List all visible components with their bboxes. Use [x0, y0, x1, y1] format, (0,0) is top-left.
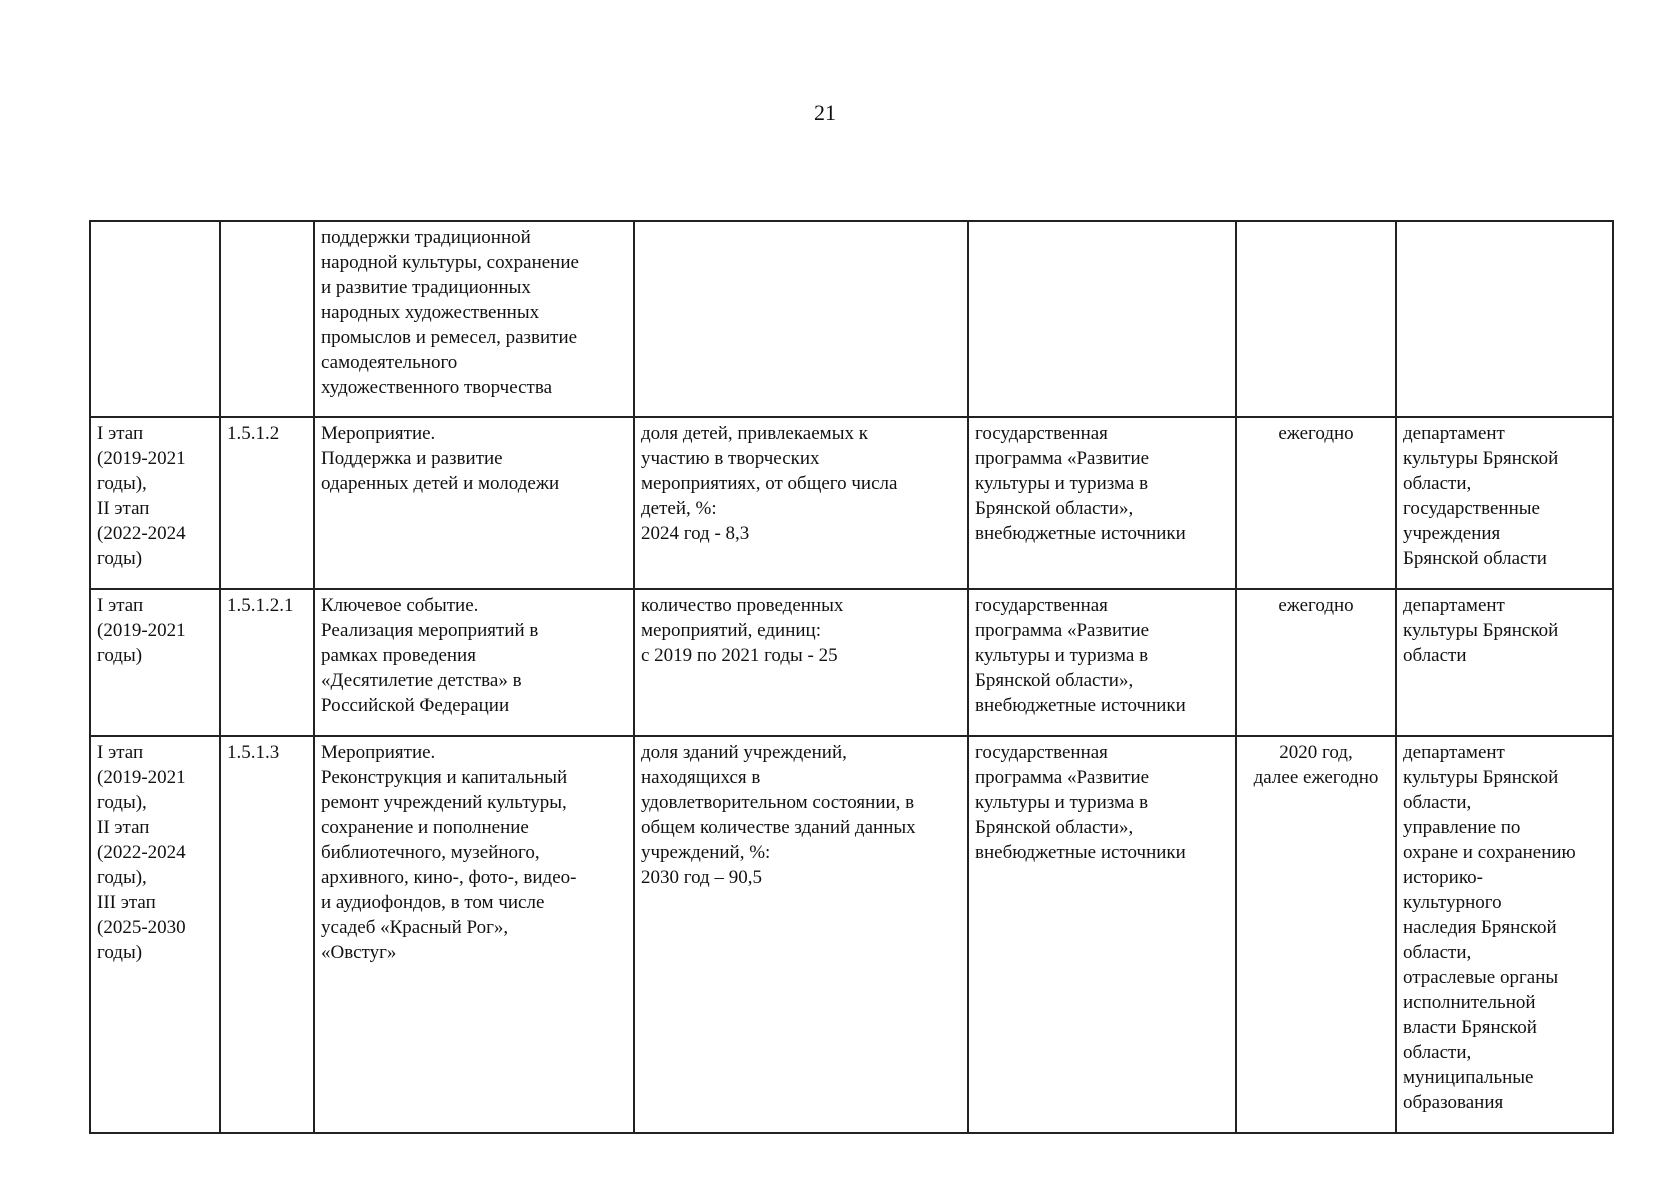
term-cell: ежегодно [1236, 417, 1396, 589]
table-row [90, 736, 1613, 1133]
name-cell: поддержки традиционной народной культуры, сохранение и развитие традиционных народных художественных промыслов и ремесел, развитие самодеятельного художественного творчества [314, 221, 634, 417]
code-cell [220, 221, 314, 417]
page-number: 21 [814, 100, 836, 125]
name-cell: Мероприятие. Реконструкция и капитальный ремонт учреждений культуры, сохранение и пополнение библиотечного, музейного, архивного, кино-, фото-, видео- и аудиофондов, в том числе усадеб «Красный Рог», «Овстуг» [314, 736, 634, 1133]
stage-cell: I этап (2019-2021 годы) [90, 589, 220, 736]
indicator-cell [634, 221, 968, 417]
table-row [90, 589, 1613, 736]
funding-source-cell: государственная программа «Развитие культуры и туризма в Брянской области», внебюджетные источники [968, 417, 1236, 589]
table-row [90, 221, 1613, 417]
responsible-cell: департамент культуры Брянской области, государственные учреждения Брянской области [1396, 417, 1613, 589]
name-cell: Мероприятие. Поддержка и развитие одаренных детей и молодежи [314, 417, 634, 589]
funding-source-cell: государственная программа «Развитие культуры и туризма в Брянской области», внебюджетные источники [968, 736, 1236, 1133]
stage-cell: I этап (2019-2021 годы), II этап (2022-2024 годы) [90, 417, 220, 589]
responsible-cell [1396, 221, 1613, 417]
stage-cell: I этап (2019-2021 годы), II этап (2022-2024 годы), III этап (2025-2030 годы) [90, 736, 220, 1133]
indicator-cell: доля зданий учреждений, находящихся в удовлетворительном состоянии, в общем количестве зданий данных учреждений, %: 2030 год – 90,5 [634, 736, 968, 1133]
responsible-cell: департамент культуры Брянской области, управление по охране и сохранению историко- культурного наследия Брянской области, отраслевые органы исполнительной власти Брянской области, муниципальные образования [1396, 736, 1613, 1133]
indicator-cell: доля детей, привлекаемых к участию в творческих мероприятиях, от общего числа детей, %: 2024 год - 8,3 [634, 417, 968, 589]
code-cell: 1.5.1.2.1 [220, 589, 314, 736]
term-cell: 2020 год, далее ежегодно [1236, 736, 1396, 1133]
funding-source-cell: государственная программа «Развитие культуры и туризма в Брянской области», внебюджетные источники [968, 589, 1236, 736]
indicator-cell: количество проведенных мероприятий, единиц: с 2019 по 2021 годы - 25 [634, 589, 968, 736]
code-cell: 1.5.1.3 [220, 736, 314, 1133]
action-plan-table [89, 220, 1614, 1134]
table-row [90, 417, 1613, 589]
code-cell: 1.5.1.2 [220, 417, 314, 589]
responsible-cell: департамент культуры Брянской области [1396, 589, 1613, 736]
name-cell: Ключевое событие. Реализация мероприятий в рамках проведения «Десятилетие детства» в Российской Федерации [314, 589, 634, 736]
term-cell [1236, 221, 1396, 417]
term-cell: ежегодно [1236, 589, 1396, 736]
funding-source-cell [968, 221, 1236, 417]
stage-cell [90, 221, 220, 417]
